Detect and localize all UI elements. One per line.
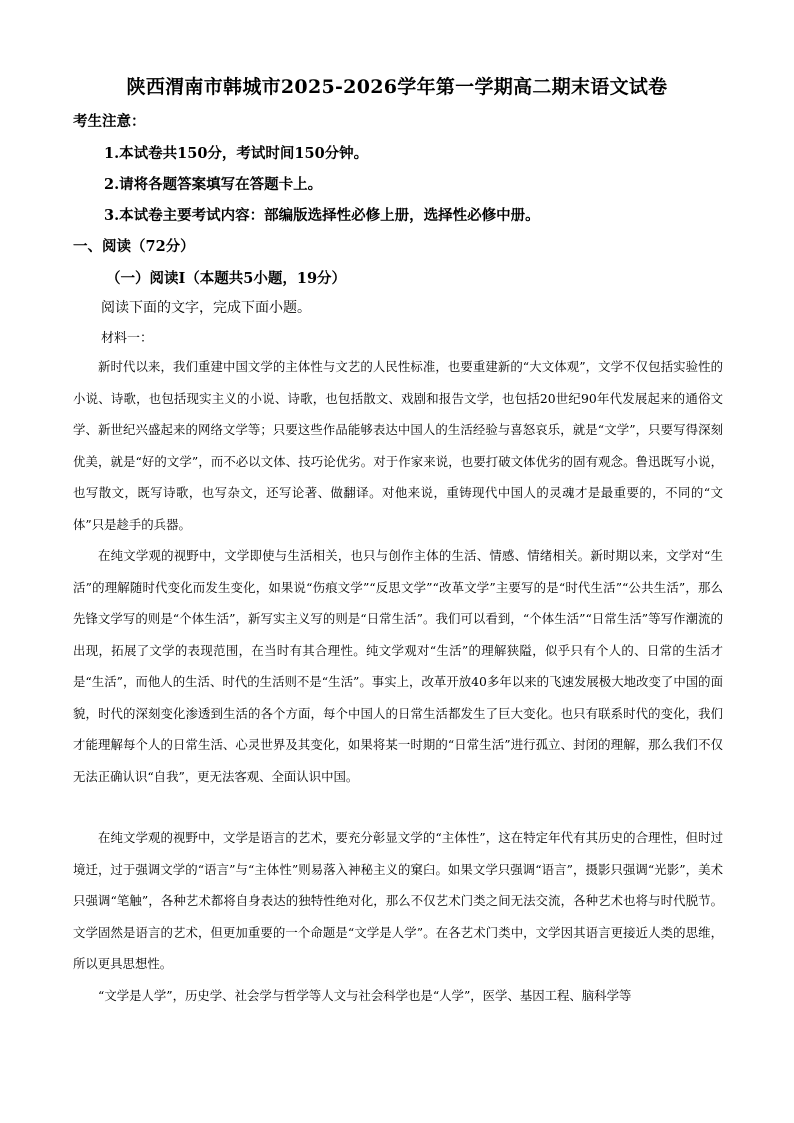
notice-item-2: 2.请将各题答案填写在答题卡上。 xyxy=(104,176,323,193)
notice-item-3: 3.本试卷主要考试内容：部编版选择性必修上册，选择性必修中册。 xyxy=(104,207,540,224)
material-label: 材料一： xyxy=(101,331,154,346)
paragraph-2: 在纯文学观的视野中，文学即使与生活相关，也只与创作主体的生活、情感、情绪相关。新时期以来，文学对“生活”的理解随时代变化而发生变化，如果说“伤痕文学”“反思文学”“改革文学”主要写的是“时代生活”“公共生活”，那么先锋文学写的则是“个体生活”，新写实主义写的则是“日常生活”。我们可以看到，“个体生活”“日常生活”等写作潮流的出现，拓展了文学的表现范围，在当时有其合理性。纯文学观对“生活”的理解狭隘，似乎只有个人的、日常的生活才是“生活”，而他人的生活、时代的生活则不是“生活”。事实上，改革开放40多年以来的飞速发展极大地改变了中国的面貌，时代的深刻变化渗透到生活的各个方面，每个中国人的日常生活都发生了巨大变化。也只有联系时代的变化，我们才能理解每个人的日常生活、心灵世界及其变化，如果将某一时期的“日常生活”进行孤立、封闭的理解，那么我们不仅无法正确认识“自我”，更无法客观、全面认识中国。 xyxy=(73,548,723,784)
notice-heading: 考生注意： xyxy=(73,113,146,130)
instruction-text: 阅读下面的文字，完成下面小题。 xyxy=(101,300,311,316)
notice-item-1: 1.本试卷共150分，考试时间150分钟。 xyxy=(104,145,369,162)
paragraph-1: 新时代以来，我们重建中国文学的主体性与文艺的人民性标准，也要重建新的“大文体观”，文学不仅包括实验性的小说、诗歌，也包括现实主义的小说、诗歌，也包括散文、戏剧和报告文学，也包括20世纪90年代发展起来的通俗文学、新世纪兴盛起来的网络文学等；只要这些作品能够表达中国人的生活经验与喜怒哀乐，就是“文学”，只要写得深刻优美，就是“好的文学”，而不必以文体、技巧论优劣。对于作家来说，也要打破文体优劣的固有观念。鲁迅既写小说，也写散文，既写诗歌，也写杂文，还写论著、做翻译。对他来说，重铸现代中国人的灵魂才是最重要的，不同的“文体”只是趁手的兵器。 xyxy=(73,359,723,532)
paragraph-3: 在纯文学观的视野中，文学是语言的艺术，要充分彰显文学的“主体性”，这在特定年代有其历史的合理性，但时过境迁，过于强调文学的“语言”与“主体性”则易落入神秘主义的窠臼。如果文学只强调“语言”，摄影只强调“光影”，美术只强调“笔触”，各种艺术都将自身表达的独特性绝对化，那么不仅艺术门类之间无法交流，各种艺术也将与时代脱节。文学固然是语言的艺术，但更加重要的一个命题是“文学是人学”。在各艺术门类中，文学因其语言更接近人类的思维，所以更具思想性。 xyxy=(73,830,723,971)
subsection-heading: （一）阅读Ⅰ（本题共5小题，19分） xyxy=(106,270,347,287)
paragraph-4: “文学是人学”，历史学、社会学与哲学等人文与社会科学也是“人学”，医学、基因工程、脑科学等 xyxy=(98,988,632,1003)
exam-title: 陕西渭南市韩城市2025-2026学年第一学期高二期末语文试卷 xyxy=(126,76,668,98)
section-heading: 一、阅读（72分） xyxy=(73,238,195,255)
